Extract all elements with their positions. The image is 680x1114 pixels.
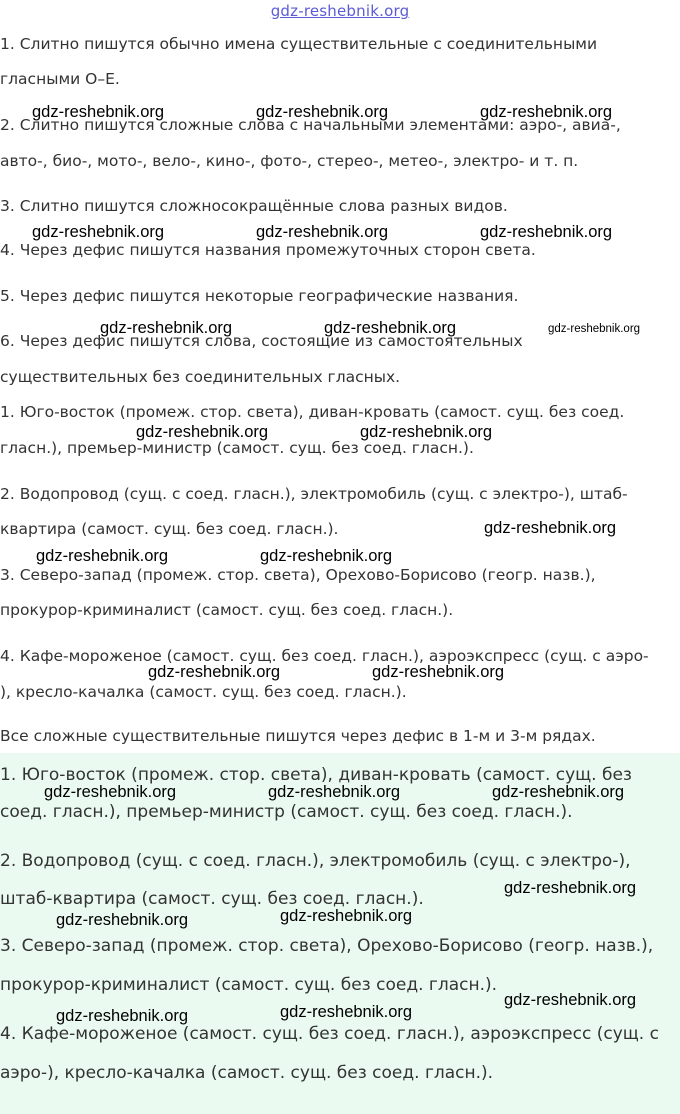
answer-line: соед. гласн.), премьер-министр (самост. сущ. без соед. гласн.). [0, 802, 573, 822]
watermark-text: gdz-reshebnik.org [484, 519, 617, 537]
rule-line: 3. Слитно пишутся сложносокращённые слова разных видов. [0, 197, 508, 215]
answer-line: прокурор-криминалист (самост. сущ. без соед. гласн.). [0, 975, 498, 995]
watermark-text: gdz-reshebnik.org [256, 223, 389, 241]
watermark-text: gdz-reshebnik.org [280, 907, 413, 925]
rule-line: 5. Через дефис пишутся некоторые географические названия. [0, 287, 519, 305]
answer-line: 2. Водопровод (сущ. с соед. гласн.), электромобиль (сущ. с электро-), [0, 851, 631, 871]
analysis-line: гласн.), премьер-министр (самост. сущ. без соед. гласн.). [0, 439, 474, 457]
watermark-text: gdz-reshebnik.org [32, 103, 165, 121]
rule-line: 2. Слитно пишутся сложные слова с начальными элементами: аэро-, авиа-, [0, 116, 621, 134]
watermark-text: gdz-reshebnik.org [280, 1003, 413, 1021]
watermark-text: gdz-reshebnik.org [260, 547, 393, 565]
watermark-text: gdz-reshebnik.org [504, 991, 637, 1009]
analysis-line: квартира (самост. сущ. без соед. гласн.). [0, 520, 339, 538]
rule-line: 1. Слитно пишутся обычно имена существительные с соединительными [0, 35, 598, 53]
watermark-text: gdz-reshebnik.org [56, 1007, 189, 1025]
analysis-line: 1. Юго-восток (промеж. стор. света), диван-кровать (самост. сущ. без соед. [0, 403, 625, 421]
watermark-text: gdz-reshebnik.org [36, 547, 169, 565]
analysis-line: ), кресло-качалка (самост. сущ. без соед. гласн.). [0, 683, 407, 701]
site-header-link[interactable]: gdz-reshebnik.org [270, 2, 410, 20]
watermark-text: gdz-reshebnik.org [136, 423, 269, 441]
analysis-line: 4. Кафе-мороженое (самост. сущ. без соед. гласн.), аэроэкспресс (сущ. с аэро- [0, 647, 649, 665]
watermark-text: gdz-reshebnik.org [56, 911, 189, 929]
watermark-text: gdz-reshebnik.org [492, 783, 625, 801]
watermark-text: gdz-reshebnik.org [480, 223, 613, 241]
watermark-text: gdz-reshebnik.org [32, 223, 165, 241]
analysis-line: прокурор-криминалист (самост. сущ. без соед. гласн.). [0, 601, 454, 619]
watermark-text: gdz-reshebnik.org [100, 319, 233, 337]
answer-line: штаб-квартира (самост. сущ. без соед. гласн.). [0, 889, 424, 909]
analysis-line: 3. Северо-запад (промеж. стор. света), Орехово-Борисово (геогр. назв.), [0, 566, 596, 584]
watermark-text: gdz-reshebnik.org [324, 319, 457, 337]
rule-line: авто-, био-, мото-, вело-, кино-, фото-, стерео-, метео-, электро- и т. п. [0, 152, 579, 170]
watermark-text: gdz-reshebnik.org [548, 323, 641, 335]
answer-line: 3. Северо-запад (промеж. стор. света), Орехово-Борисово (геогр. назв.), [0, 936, 654, 956]
watermark-text: gdz-reshebnik.org [480, 103, 613, 121]
watermark-text: gdz-reshebnik.org [148, 663, 281, 681]
rule-line: 6. Через дефис пишутся слова, состоящие из самостоятельных [0, 332, 523, 350]
rule-line: 4. Через дефис пишутся названия промежуточных сторон света. [0, 241, 536, 259]
watermark-text: gdz-reshebnik.org [268, 783, 401, 801]
watermark-text: gdz-reshebnik.org [256, 103, 389, 121]
answer-line: аэро-), кресло-качалка (самост. сущ. без соед. гласн.). [0, 1063, 494, 1083]
watermark-text: gdz-reshebnik.org [44, 783, 177, 801]
conclusion-text: Все сложные существительные пишутся через дефис в 1-м и 3-м рядах. [0, 727, 596, 745]
answer-line: 1. Юго-восток (промеж. стор. света), диван-кровать (самост. сущ. без [0, 765, 632, 785]
rule-line: существительных без соединительных гласных. [0, 368, 401, 386]
watermark-text: gdz-reshebnik.org [360, 423, 493, 441]
watermark-text: gdz-reshebnik.org [504, 879, 637, 897]
watermark-text: gdz-reshebnik.org [372, 663, 505, 681]
analysis-line: 2. Водопровод (сущ. с соед. гласн.), электромобиль (сущ. с электро-), штаб- [0, 485, 628, 503]
answer-line: 4. Кафе-мороженое (самост. сущ. без соед. гласн.), аэроэкспресс (сущ. с [0, 1024, 659, 1044]
rule-line: гласными О–Е. [0, 70, 120, 88]
